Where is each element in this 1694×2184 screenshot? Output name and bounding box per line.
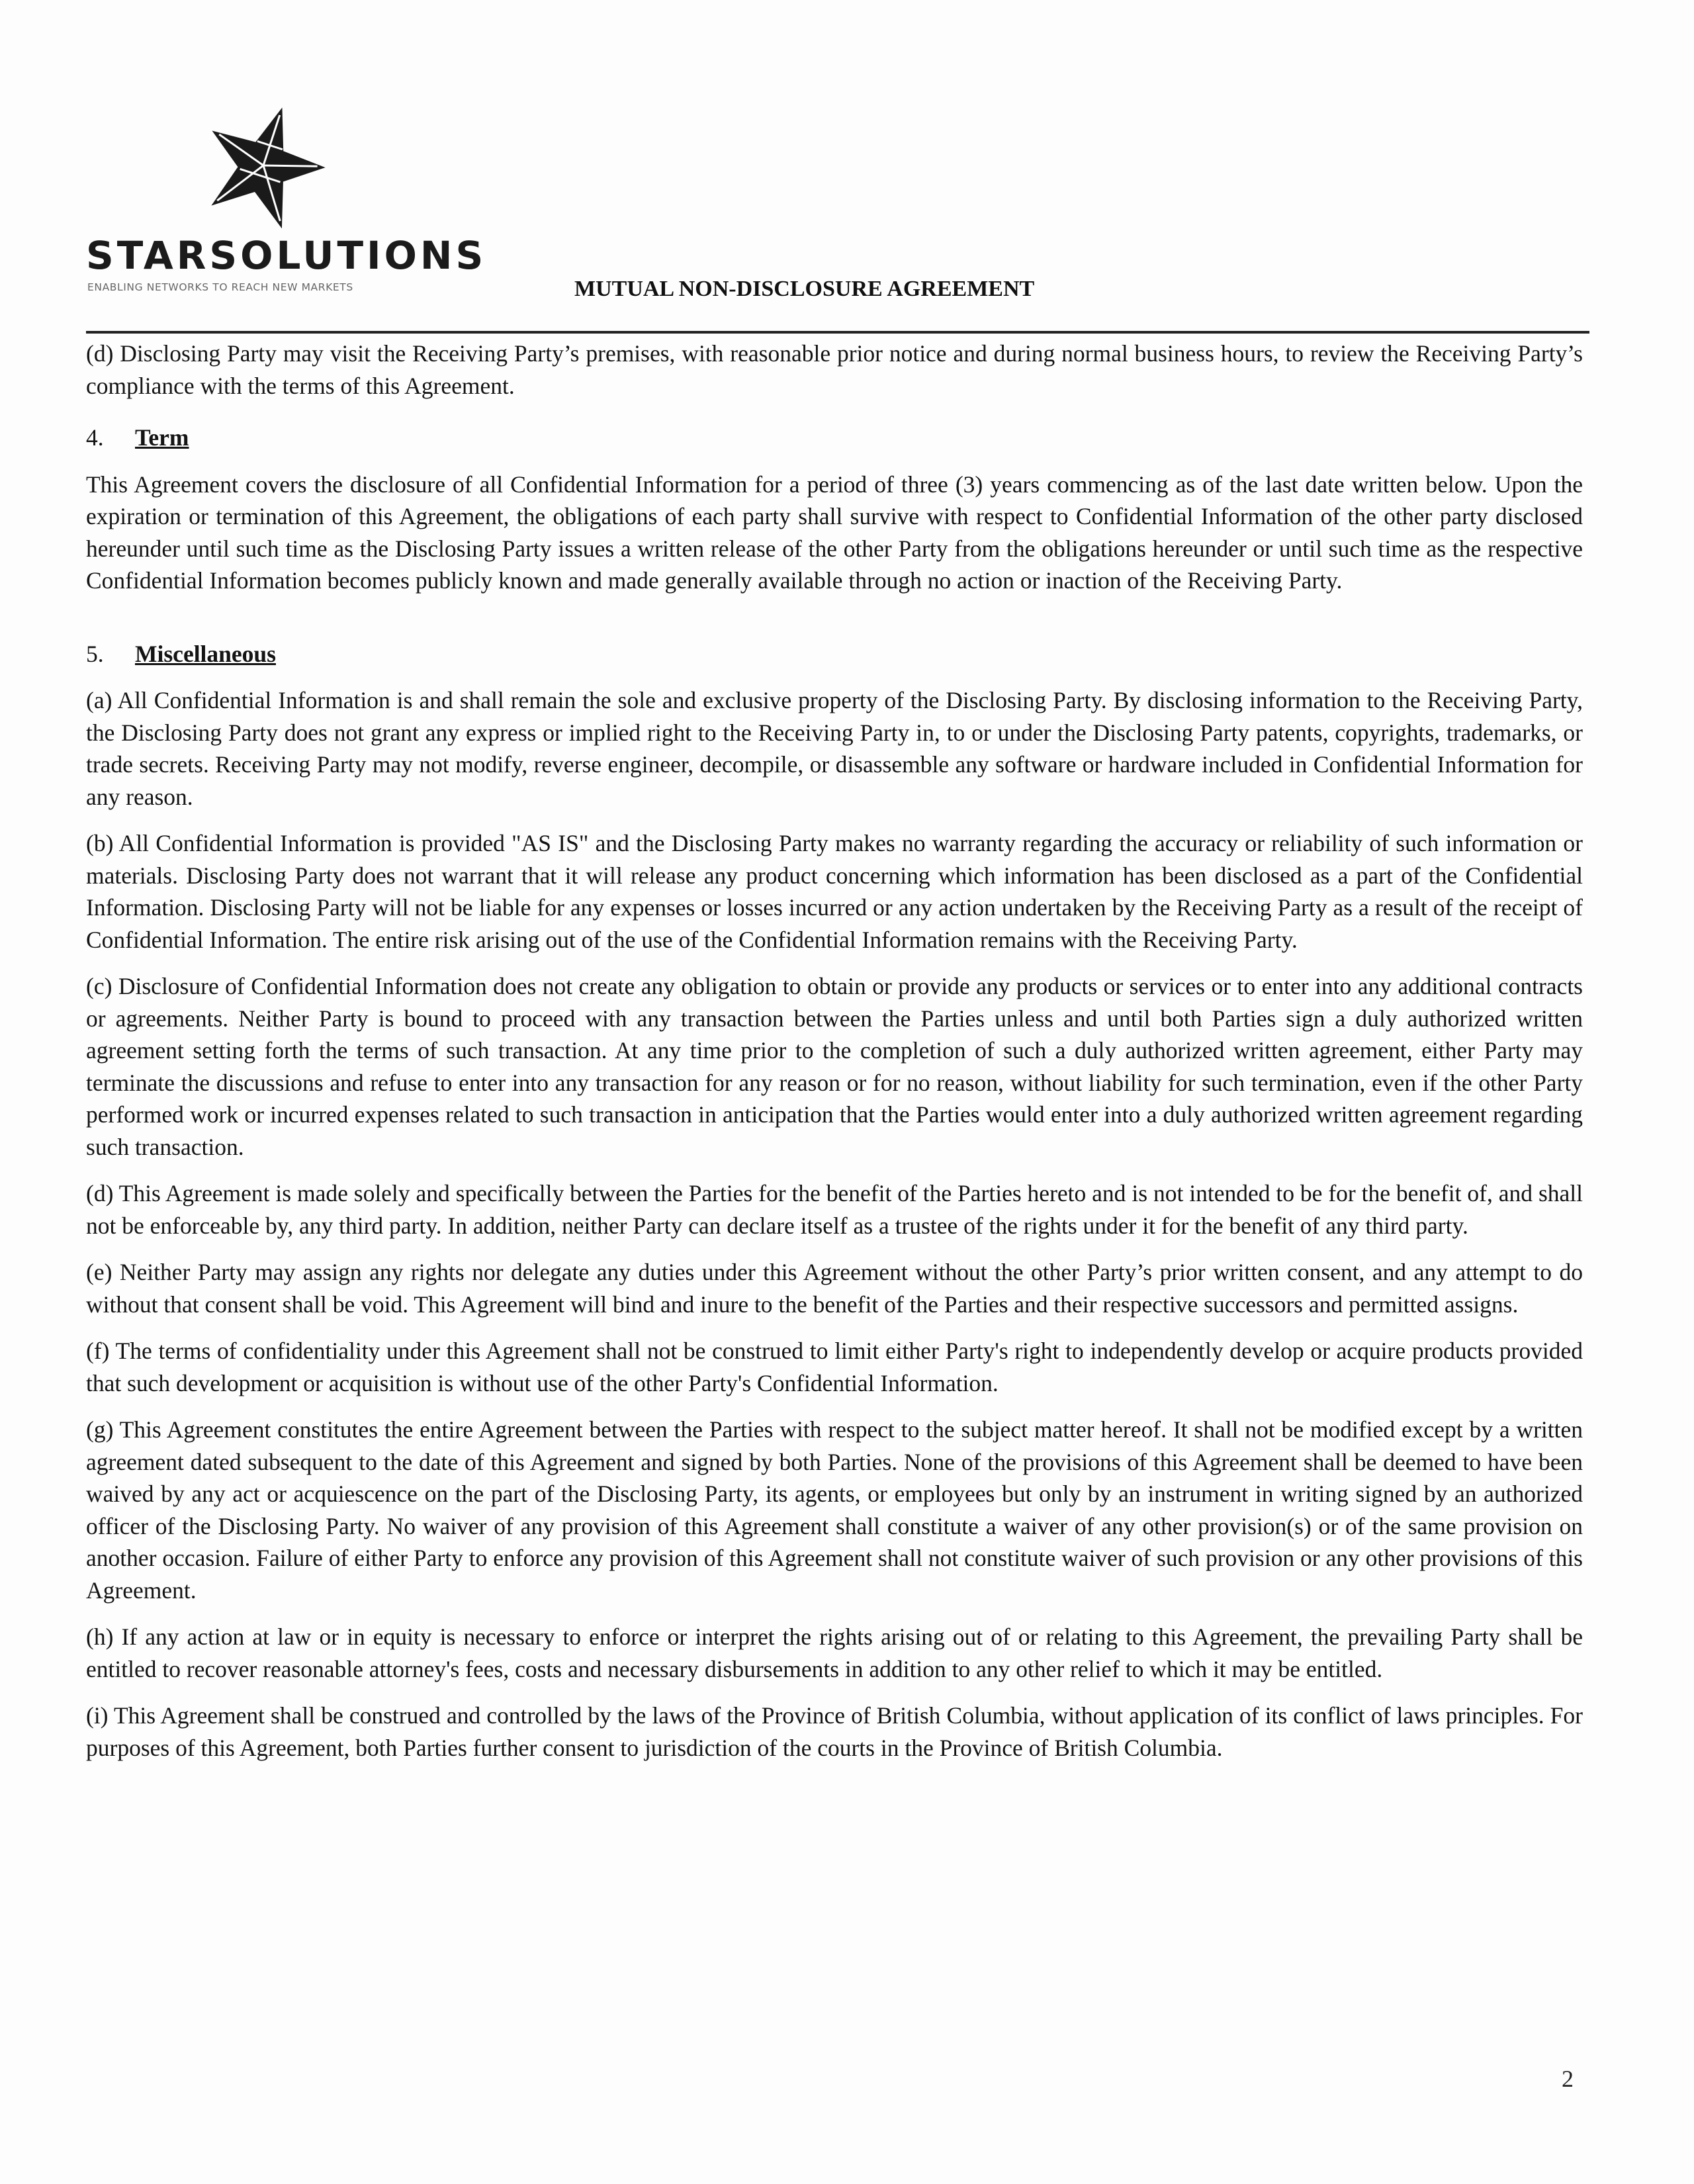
section-title: Term [135,424,189,451]
term-paragraph: This Agreement covers the disclosure of all Confidential Information for a period of three (3) years commencing as of the last date written below. Upon the expiration or termination of this Agreement, the obligations of each party shall survive with respect to Confidential Information of the other party disclosed hereunder until such time as the Disclosing Party issues a written release of the other Party from the obligations hereunder or until such time as the respective Confidential Information becomes publicly known and made generally available through no action or inaction of the Receiving Party. [86,471,1583,594]
star-icon [197,99,330,232]
section-heading-term [86,422,1583,454]
section-number: 4. [86,424,104,451]
clause-a: (a) All Confidential Information is and shall remain the sole and exclusive property of the Disclosing Party. By disclosing information to the Receiving Party, the Disclosing Party does not grant any express or implied right to the Receiving Party in, to or under the Disclosing Party patents, copyrights, trademarks, or trade secrets. Receiving Party may not modify, reverse engineer, decompile, or disassemble any software or hardware included in Confidential Information for any reason. [86,687,1583,810]
intro-paragraph: (d) Disclosing Party may visit the Receiving Party’s premises, with reasonable prior notice and during normal business hours, to review the Receiving Party’s compliance with the terms of this Agreement. [86,340,1583,399]
section-number: 5. [86,640,104,667]
clause-b: (b) All Confidential Information is provided "AS IS" and the Disclosing Party makes no warranty regarding the accuracy or reliability of such information or materials. Disclosing Party does not warrant that it will release any product concerning which information has been disclosed as a part of the Confidential Information. Disclosing Party will not be liable for any expenses or losses incurred or any action undertaken by the Receiving Party as a result of the receipt of Confidential Information. The entire risk arising out of the use of the Confidential Information remains with the Receiving Party. [86,830,1583,953]
clause-f: (f) The terms of confidentiality under this Agreement shall not be construed to limit either Party's right to independently develop or acquire products provided that such development or acquisition is without use of the other Party's Confidential Information. [86,1338,1583,1396]
document-title: MUTUAL NON-DISCLOSURE AGREEMENT [574,277,1035,301]
header-divider [86,331,1589,334]
page-number: 2 [1562,2066,1574,2092]
company-logo-name: STARSOLUTIONS [86,233,487,278]
document-body [86,338,1583,1778]
clause-e: (e) Neither Party may assign any rights nor delegate any duties under this Agreement without the other Party’s prior written consent, and any attempt to do without that consent shall be void. This Agreement will bind and inure to the benefit of the Parties and their respective successors and permitted assigns. [86,1259,1583,1318]
clause-c: (c) Disclosure of Confidential Information does not create any obligation to obtain or provide any products or services or to enter into any additional contracts or agreements. Neither Party is bound to proceed with any transaction between the Parties unless and until both Parties sign a duly authorized written agreement setting forth the terms of such transaction. At any time prior to the completion of such a duly authorized written agreement, either Party may terminate the discussions and refuse to enter into any transaction for any reason or for no reason, without liability for such termination, even if the other Party performed work or incurred expenses related to such transaction in anticipation that the Parties would enter into a duly authorized written agreement regarding such transaction. [86,973,1583,1160]
section-title: Miscellaneous [135,640,276,667]
company-logo-tagline: ENABLING NETWORKS TO REACH NEW MARKETS [87,281,353,293]
clause-g: (g) This Agreement constitutes the entire Agreement between the Parties with respect to the subject matter hereof. It shall not be modified except by a written agreement dated subsequent to the date of this Agreement and signed by both Parties. None of the provisions of this Agreement shall be deemed to have been waived by any act or acquiescence on the part of the Disclosing Party, its agents, or employees but only by an instrument in writing signed by an authorized officer of the Disclosing Party. No waiver of any provision of this Agreement shall constitute a waiver of any other provision(s) or of the same provision on another occasion. Failure of either Party to enforce any provision of this Agreement shall not constitute waiver of such provision or any other provisions of this Agreement. [86,1416,1583,1604]
clause-h: (h) If any action at law or in equity is necessary to enforce or interpret the rights arising out of or relating to this Agreement, the prevailing Party shall be entitled to recover reasonable attorney's fees, costs and necessary disbursements in addition to any other relief to which it may be entitled. [86,1623,1583,1682]
section-heading-miscellaneous [86,638,1583,670]
clause-i: (i) This Agreement shall be construed and controlled by the laws of the Province of British Columbia, without application of its conflict of laws principles. For purposes of this Agreement, both Parties further consent to jurisdiction of the courts in the Province of British Columbia. [86,1702,1583,1761]
clause-d: (d) This Agreement is made solely and specifically between the Parties for the benefit of the Parties hereto and is not intended to be for the benefit of, and shall not be enforceable by, any third party. In addition, neither Party can declare itself as a trustee of the rights under it for the benefit of any third party. [86,1180,1583,1239]
